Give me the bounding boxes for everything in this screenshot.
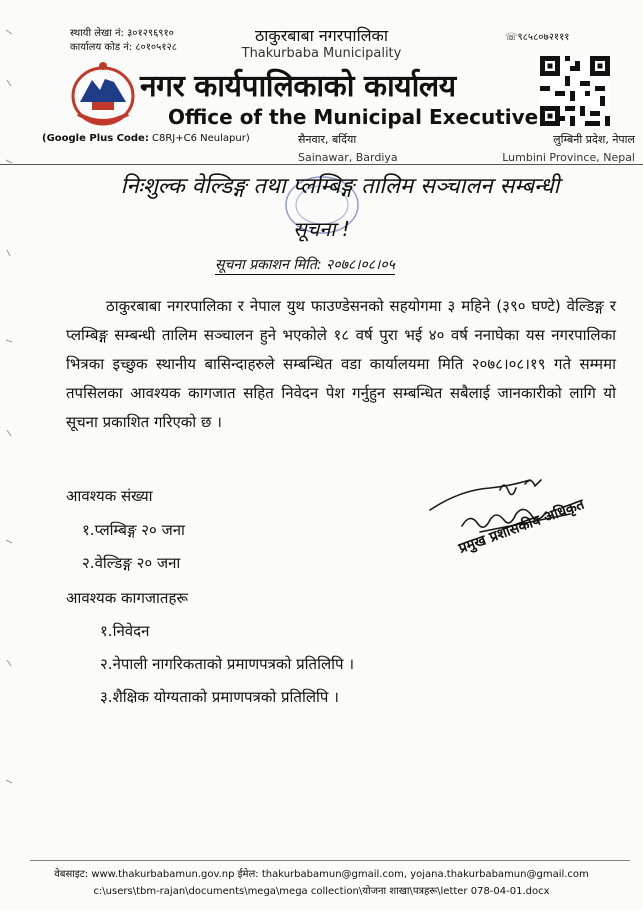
nepal-emblem-icon <box>68 58 138 130</box>
scan-margin-marks <box>4 20 14 870</box>
ledger-number: स्थायी लेखा नं: ३०१२९६९१० <box>70 28 174 39</box>
signatory-designation: प्रमुख प्रशासकीय अधिकृत <box>456 496 587 557</box>
google-plus-code-value: C8RJ+C6 Neulapur) <box>148 133 250 144</box>
notice-body: ठाकुरबाबा नगरपालिका र नेपाल युथ फाउण्डेसनको सहयोगमा ३ महिने (३९० घण्टे) वेल्डिङ्ग र प्लम्बिङ्ग सम्बन्धी तालिम सञ्चालन हुने भएकोले १८ वर्ष पुरा भई ४० वर्ष ननाघेका यस नगरपालिका भित्रका इच्छुक स्थानीय बासिन्दाहरुले सम्बन्धित वडा कार्यालयमा मिति २०७८।०८।१९ गते सम्ममा तपसिलका आवश्यक कागजात सहित निवेदन पेश गर्नुहुन सम्बन्धित सबैलाई जानकारीको लागि यो सूचना प्रकाशित गरिएको छ । <box>66 297 616 431</box>
doc-item: १.निवेदन <box>100 622 150 640</box>
footer-contact: वेबसाइट: www.thakurbabamun.gov.np ईमेल: thakurbabamun@gmail.com, yojana.thakurbabamun@gmail.com <box>54 869 589 880</box>
doc-item: ३.शैक्षिक योग्यताको प्रमाणपत्रको प्रतिलिपि । <box>100 688 339 706</box>
footer-divider <box>30 860 630 861</box>
address-block <box>298 131 398 167</box>
google-plus-code-label: (Google Plus Code: <box>42 133 149 144</box>
notice-title: निःशुल्क वेल्डिङ्ग तथा प्लम्बिङ्ग तालिम सञ्चालन सम्बन्धी <box>120 174 560 199</box>
office-title-nepali: नगर कार्यपालिकाको कार्यालय <box>140 69 456 104</box>
header-divider <box>0 164 643 165</box>
count-item: २.वेल्डिङ्ग २० जना <box>82 554 181 572</box>
province-block <box>485 131 635 167</box>
phone-number: ☏९८५८०७२१११ <box>505 32 570 43</box>
province-nepali: लुम्बिनी प्रदेश, नेपाल <box>553 133 635 146</box>
required-count-heading: आवश्यक संख्या <box>66 487 153 505</box>
google-plus-code <box>42 133 250 144</box>
publication-date: सूचना प्रकाशन मिति: २०७८।०८।०५ <box>215 257 395 273</box>
address-nepali: सैनवार, बर्दिया <box>298 133 357 146</box>
office-title-english: Office of the Municipal Executive <box>168 105 539 129</box>
doc-item: २.नेपाली नागरिकताको प्रमाणपत्रको प्रतिलिपि । <box>100 655 355 673</box>
required-docs-heading: आवश्यक कागजातहरू <box>66 589 189 607</box>
office-code: कार्यालय कोड नं: ८०१०५१२८ <box>70 42 177 53</box>
municipality-name-nepali: ठाकुरबाबा नगरपालिका <box>254 26 388 45</box>
municipality-name-english: Thakurbaba Municipality <box>241 46 402 61</box>
footer-file-path: c:\users\tbm-rajan\documents\mega\mega collection\योजना शाखा\पत्रहरू\letter 078-04-01.docx <box>93 886 550 897</box>
qr-code-icon <box>540 56 610 126</box>
count-item: १.प्लम्बिङ्ग २० जना <box>82 521 185 539</box>
province-english: Lumbini Province, Nepal <box>502 151 635 164</box>
notice-title-suffix: सूचना ! <box>293 217 350 241</box>
address-english: Sainawar, Bardiya <box>298 151 398 164</box>
